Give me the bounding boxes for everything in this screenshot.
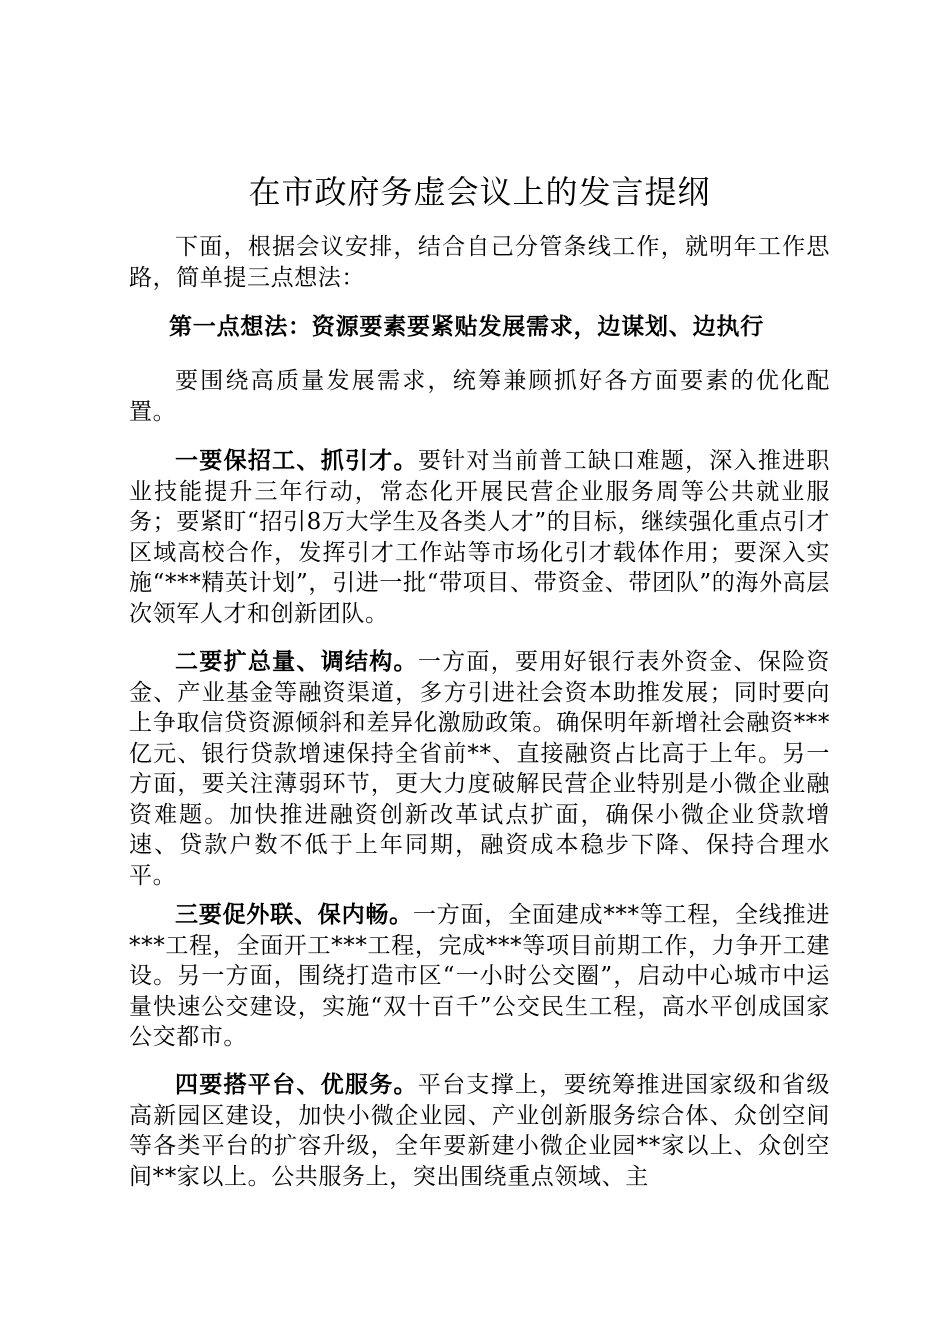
item-body-1: 要针对当前普工缺口难题，深入推进职业技能提升三年行动，常态化开展民营企业服务周等公共就业服务；要紧盯“招引8万大学生及各类人才”的目标，继续强化重点引才区域高校合作，发挥引才工作站等市场化引才载体作用；要深入实施“***精英计划”，引进一批“带项目、带资金、带团队”的海外高层次领军人才和创新团队。 (129, 448, 831, 627)
document-title: 在市政府务虚会议上的发言提纲 (248, 173, 711, 211)
intro-paragraph: 下面，根据会议安排，结合自己分管条线工作，就明年工作思路，简单提三点想法： (129, 234, 830, 291)
item-lead-2: 二要扩总量、调结构。 (175, 648, 418, 675)
section-heading-1: 第一点想法：资源要素要紧贴发展需求，边谋划、边执行 (169, 313, 764, 340)
item-body-2: 一方面，要用好银行表外资金、保险资金、产业基金等融资渠道，多方引进社会资本助推发展；同时要向上争取信贷资源倾斜和差异化激励政策。确保明年新增社会融资***亿元、银行贷款增速保持全省前**、直接融资占比高于上年。另一方面，要关注薄弱环节，更大力度破解民营企业特别是小微企业融资难题。加快推进融资创新改革试点扩面，确保小微企业贷款增速、贷款户数不低于上年同期，融资成本稳步下降、保持合理水平。 (129, 649, 831, 889)
item-paragraph-3 (129, 900, 830, 1053)
item-body-3: 一方面，全面建成***等工程，全线推进***工程，全面开工***工程，完成***等项目前期工作，力争开工建设。另一方面，围绕打造市区“一小时公交圈”，启动中心城市中运量快速公交建设，实施“双十百千”公交民生工程，高水平创成国家公交都市。 (129, 902, 831, 1050)
section-summary-1: 要围绕高质量发展需求，统筹兼顾抓好各方面要素的优化配置。 (129, 368, 830, 425)
item-paragraph-4 (129, 1070, 830, 1192)
item-paragraph-2 (129, 647, 830, 891)
item-lead-4: 四要搭平台、优服务。 (175, 1071, 418, 1098)
item-lead-3: 三要促外联、保内畅。 (175, 901, 413, 928)
item-lead-1: 一要保招工、抓引才。 (175, 447, 418, 474)
item-paragraph-1 (129, 446, 830, 629)
item-body-4: 平台支撑上，要统筹推进国家级和省级高新园区建设，加快小微企业园、产业创新服务综合体、众创空间等各类平台的扩容升级，全年要新建小微企业园**家以上、众创空间**家以上。公共服务上，突出围绕重点领域、主 (129, 1072, 831, 1190)
